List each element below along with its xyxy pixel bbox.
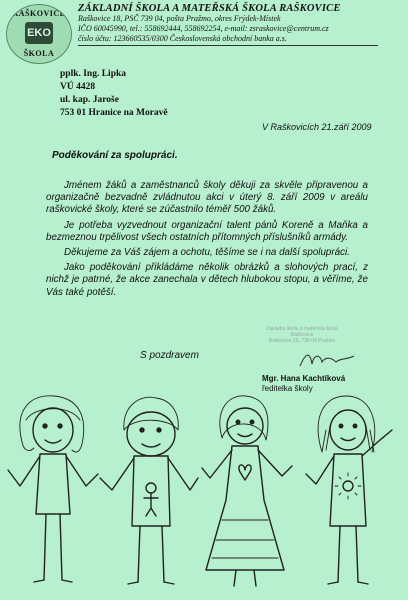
recipient-line: VÚ 4428 (60, 82, 96, 92)
body-paragraph: Děkujeme za Váš zájem a ochotu, těšíme se i na další spolupráci. (64, 247, 350, 259)
letterhead (78, 3, 398, 46)
school-contacts: IČO 60045990, tel.: 558692444, 558692254, e-mail: zsraskovice@centrum.cz (78, 24, 329, 33)
school-logo (6, 4, 72, 64)
drawn-figure-woman-dress (202, 396, 292, 586)
letter-subject: Poděkování za spolupráci. (52, 150, 178, 161)
body-paragraph: Jako poděkování přikládáme několik obrázků a slohových prací, z nichž je patrné, že akce zanechala v dětech hlubokou stopu, a věříme, že Vás také potěší. (46, 262, 368, 298)
handwritten-signature (298, 348, 358, 372)
logo-mark: EKO (25, 22, 53, 44)
recipient-line: ul. kap. Jaroše (60, 95, 119, 105)
recipient-line: pplk. Ing. Lipka (60, 69, 127, 79)
body-paragraph: Jménem žáků a zaměstnanců školy děkuji za skvěle připravenou a organizačně bezvadně zvládnutou akci v úterý 8. září 2009 v areálu raškovické školy, které se zúčastnilo téměř 500 žáků. (46, 180, 368, 216)
recipient-line: 753 01 Hranice na Moravě (60, 108, 168, 118)
letter-body (46, 180, 368, 302)
drawn-figure-girl-right (306, 396, 392, 584)
school-address: Raškovice 18, PSČ 739 04, pošta Pražmo, okres Frýdek-Místek (78, 14, 281, 23)
stamp-line: Raškovice 18, 739 04 Pražmo (268, 338, 336, 344)
stamp-line: Základní škola a mateřská škola (266, 326, 338, 332)
logo-bottom-text: ŠKOLA (23, 49, 55, 58)
children-drawing (0, 390, 408, 600)
school-name: ZÁKLADNÍ ŠKOLA A MATEŘSKÁ ŠKOLA RAŠKOVICE (78, 3, 341, 14)
logo-top-text: RAŠKOVICE (12, 9, 66, 18)
letterhead-rule (78, 45, 378, 46)
drawn-figure-boy (100, 397, 198, 584)
date-line: V Raškovicích 21.září 2009 (262, 122, 372, 132)
school-bank-account: číslo účtu: 123660535/0300 Československá obchodní banka a.s. (78, 34, 287, 43)
stamp-line: Raškovice (290, 332, 314, 338)
recipient-address (60, 68, 168, 120)
signer-title: ředitelka školy (262, 384, 313, 393)
signer-name: Mgr. Hana Kachtíková (262, 374, 346, 383)
drawn-figure-girl-left (8, 396, 98, 582)
closing-greeting: S pozdravem (140, 350, 199, 361)
body-paragraph: Je potřeba vyzvednout organizační talent pánů Koreně a Maňka a bezmeznou trpělivost všech ostatních přítomných příslušníků armády. (46, 219, 368, 243)
